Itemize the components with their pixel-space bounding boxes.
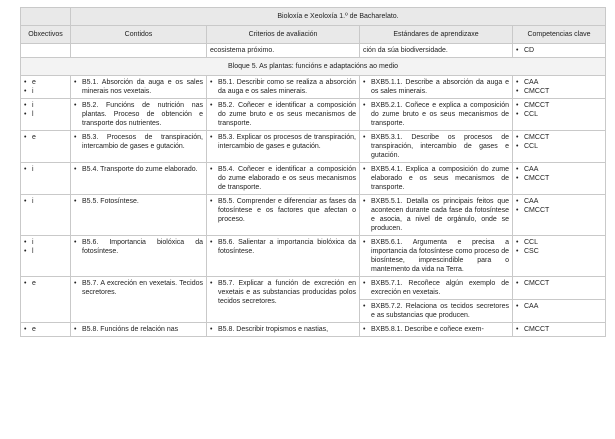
cell-contido [71,163,207,195]
continuation-obxectivos [21,44,71,58]
cell-criterio [207,277,360,323]
table-row [21,195,606,236]
competencia-list [516,279,602,288]
competencia-item: • CMCCT [516,279,602,288]
estandar-list [363,238,509,274]
estandar-item: • BXB5.5.1. Detalla os principais feitos que acontecen durante cada fase da fotosíntese e asocia, a nivel de orgánulo, onde se producen. [363,197,509,233]
bloque-title: Bloque 5. As plantas: funcións e adaptacións ao medio [21,58,606,76]
contido-list [74,238,203,256]
header-estandares: Estándares de aprendizaxe [360,26,513,44]
criterio-item: • B5.3. Explicar os procesos de transpiración, intercambio de gases e gutación. [210,133,356,151]
obxectivo-list [24,133,67,142]
table-row [21,163,606,195]
cell-contido [71,277,207,323]
contido-list [74,101,203,128]
competencia-item: • CAA [516,302,602,311]
cell-estandar [360,300,513,323]
cell-competencias [513,163,606,195]
header-competencias: Competencias clave [513,26,606,44]
estandar-item: • BXB5.7.2. Relaciona os tecidos secretores e as substancias que producen. [363,302,509,320]
obxectivo-list [24,279,67,288]
contido-list [74,197,203,206]
competencia-list [516,238,602,256]
continuation-row [21,44,606,58]
cell-obxectivos [21,163,71,195]
competencia-list [516,133,602,151]
cell-competencias [513,323,606,337]
table-row [21,131,606,163]
competencia-item: • CMCCT [516,101,602,110]
contido-item: • B5.7. A excreción en vexetais. Tecidos secretores. [74,279,203,297]
estandar-list [363,78,509,96]
criterio-item: • B5.8. Describir tropismos e nastias, [210,325,356,334]
cell-criterio [207,236,360,277]
competencia-item: • CAA [516,165,602,174]
cell-contido [71,323,207,337]
cell-estandar [360,323,513,337]
cell-criterio [207,195,360,236]
estandar-item: • BXB5.1.1. Describe a absorción da auga e os sales minerais. [363,78,509,96]
competencia-item: • CSC [516,247,602,256]
cell-competencias [513,277,606,300]
cell-competencias [513,236,606,277]
cell-estandar [360,195,513,236]
competencia-item: • CMCCT [516,174,602,183]
estandar-item: • BXB5.6.1. Argumenta e precisa a importancia da fotosíntese como proceso de biosíntese, imprescindible para o mantemento da vida na Terra. [363,238,509,274]
contido-list [74,78,203,96]
cell-obxectivos [21,76,71,99]
contido-item: • B5.6. Importancia biolóxica da fotosíntese. [74,238,203,256]
cell-competencias [513,99,606,131]
table-title: Bioloxía e Xeoloxía 1.º de Bacharelato. [71,8,606,26]
estandar-list [363,279,509,297]
cell-estandar [360,131,513,163]
obxectivo-item: • e [24,133,67,142]
cell-estandar [360,76,513,99]
continuation-estandar: ción da súa biodiversidade. [360,44,513,58]
obxectivo-item: • i [24,165,67,174]
competencia-list [516,78,602,96]
cell-competencias [513,195,606,236]
competencia-list [516,325,602,334]
estandar-list [363,197,509,233]
criterio-list [210,101,356,128]
contido-item: • B5.1. Absorción da auga e os sales minerais nos vexetais. [74,78,203,96]
criterio-item: • B5.1. Describir como se realiza a absorción da auga e os sales minerais. [210,78,356,96]
title-blank-cell [21,8,71,26]
obxectivo-item: • e [24,325,67,334]
criterio-list [210,325,356,334]
criterio-list [210,238,356,256]
obxectivo-item: • l [24,247,67,256]
continuation-criterio: ecosistema próximo. [207,44,360,58]
cell-estandar [360,163,513,195]
criterio-item: • B5.2. Coñecer e identificar a composición do zume bruto e os seus mecanismos de transporte. [210,101,356,128]
obxectivo-item: • l [24,110,67,119]
criterio-list [210,133,356,151]
competencia-item: • CMCCT [516,87,602,96]
competencia-item: • CMCCT [516,133,602,142]
obxectivo-item: • i [24,238,67,247]
contido-list [74,165,203,174]
title-row [21,8,606,26]
cell-obxectivos [21,323,71,337]
criterio-item: • B5.4. Coñecer e identificar a composición do zume elaborado e os seus mecanismos de transporte. [210,165,356,192]
bloque-row [21,58,606,76]
estandar-item: • BXB5.8.1. Describe e coñece exem- [363,325,509,334]
competencia-item: • CD [516,46,602,55]
contido-item: • B5.5. Fotosíntese. [74,197,203,206]
curriculum-table [20,7,606,337]
obxectivo-item: • e [24,78,67,87]
obxectivo-list [24,238,67,256]
criterio-list [210,279,356,306]
header-contidos: Contidos [71,26,207,44]
estandar-list [363,165,509,192]
table-row [21,236,606,277]
competencia-item: • CCL [516,238,602,247]
estandar-list [363,325,509,334]
table-row [21,323,606,337]
continuation-contido [71,44,207,58]
estandar-item: • BXB5.2.1. Coñece e explica a composición do zume bruto e os seus mecanismos de transporte. [363,101,509,128]
curriculum-table-wrapper [20,7,605,337]
estandar-item: • BXB5.7.1. Recoñece algún exemplo de excreción en vexetais. [363,279,509,297]
criterio-item: • B5.6. Salientar a importancia biolóxica da fotosíntese. [210,238,356,256]
obxectivo-list [24,325,67,334]
cell-competencias [513,131,606,163]
competencia-item: • CMCCT [516,325,602,334]
competencia-list [516,165,602,183]
cell-criterio [207,163,360,195]
obxectivo-list [24,78,67,96]
estandar-list [363,302,509,320]
cell-estandar [360,99,513,131]
contido-item: • B5.2. Funcións de nutrición nas plantas. Proceso de obtención e transporte dos nutrientes. [74,101,203,128]
cell-obxectivos [21,131,71,163]
estandar-item: • BXB5.3.1. Describe os procesos de transpiración, intercambio de gases e gutación. [363,133,509,160]
cell-competencias [513,300,606,323]
cell-contido [71,131,207,163]
cell-estandar [360,236,513,277]
criterio-item: • B5.7. Explicar a función de excreción en vexetais e as substancias producidas polos tecidos secretores. [210,279,356,306]
contido-item: • B5.4. Transporte do zume elaborado. [74,165,203,174]
competencia-item: • CCL [516,110,602,119]
cell-obxectivos [21,99,71,131]
competencia-list [516,302,602,311]
obxectivo-item: • i [24,87,67,96]
criterio-list [210,165,356,192]
header-row [21,26,606,44]
cell-criterio [207,76,360,99]
cell-contido [71,99,207,131]
obxectivo-item: • e [24,279,67,288]
competencia-item: • CMCCT [516,206,602,215]
estandar-item: • BXB5.4.1. Explica a composición do zume elaborado e os seus mecanismos de transporte. [363,165,509,192]
competencia-item: • CAA [516,197,602,206]
continuation-competencias [513,44,606,58]
competencia-item: • CCL [516,142,602,151]
estandar-list [363,133,509,160]
obxectivo-item: • i [24,197,67,206]
contido-list [74,325,203,334]
obxectivo-item: • i [24,101,67,110]
criterio-list [210,197,356,224]
contido-list [74,133,203,151]
cell-estandar [360,277,513,300]
table-row [21,76,606,99]
obxectivo-list [24,165,67,174]
estandar-list [363,101,509,128]
competencia-list [516,101,602,119]
criterio-item: • B5.5. Comprender e diferenciar as fases da fotosíntese e os factores que afectan o proceso. [210,197,356,224]
cell-obxectivos [21,236,71,277]
header-obxectivos: Obxectivos [21,26,71,44]
header-criterios: Criterios de avaliación [207,26,360,44]
obxectivo-list [24,101,67,119]
table-row [21,99,606,131]
cell-obxectivos [21,277,71,323]
cell-criterio [207,323,360,337]
competencia-item: • CAA [516,78,602,87]
table-row [21,277,606,300]
cell-criterio [207,131,360,163]
cell-obxectivos [21,195,71,236]
contido-list [74,279,203,297]
cell-criterio [207,99,360,131]
cell-contido [71,76,207,99]
cell-contido [71,195,207,236]
cell-contido [71,236,207,277]
competencia-list [516,197,602,215]
contido-item: • B5.8. Funcións de relación nas [74,325,203,334]
criterio-list [210,78,356,96]
cell-competencias [513,76,606,99]
contido-item: • B5.3. Procesos de transpiración, intercambio de gases e gutación. [74,133,203,151]
obxectivo-list [24,197,67,206]
